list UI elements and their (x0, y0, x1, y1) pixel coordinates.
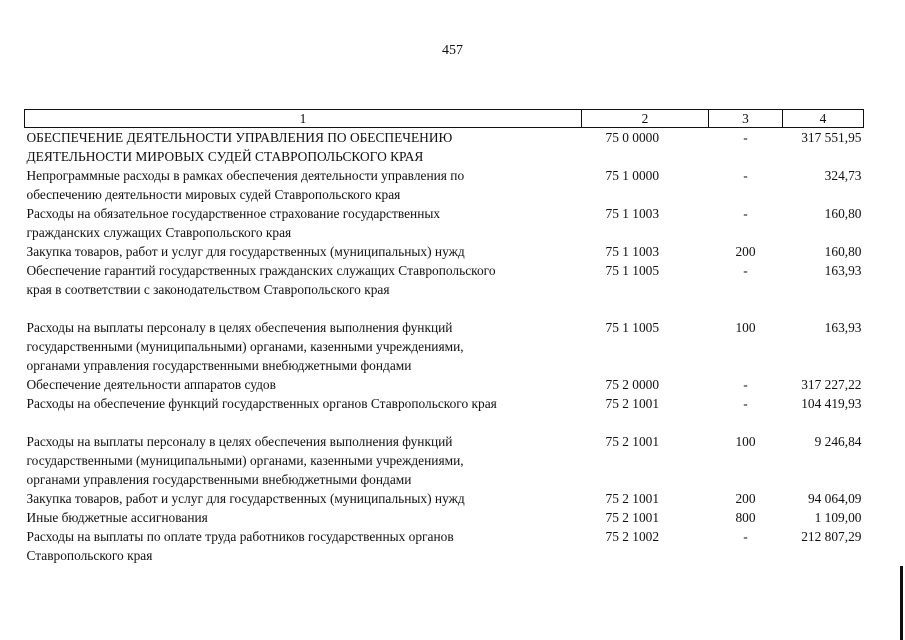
page-number: 457 (442, 43, 463, 58)
header-col-1: 1 (25, 110, 582, 128)
row-type: - (743, 263, 748, 278)
table-row (25, 375, 864, 394)
row-code: 75 1 1005 (605, 263, 660, 278)
row-code: 75 1 0000 (605, 168, 660, 183)
row-name: Закупка товаров, работ и услуг для государственных (муниципальных) нужд (26, 491, 465, 506)
row-type: - (743, 206, 748, 221)
row-type: 800 (735, 510, 756, 525)
row-code: 75 2 1001 (605, 491, 660, 506)
row-code: 75 2 1001 (605, 396, 660, 411)
row-type: - (743, 130, 748, 145)
header-col-3: 3 (709, 110, 783, 128)
table-row (25, 128, 864, 167)
table-row (25, 394, 864, 432)
table-row (25, 318, 864, 375)
table-row (25, 508, 864, 527)
row-amount: 324,73 (824, 168, 862, 183)
table-row (25, 242, 864, 261)
row-name: Иные бюджетные ассигнования (26, 510, 208, 525)
header-col-4: 4 (783, 110, 864, 128)
row-code: 75 1 1003 (605, 206, 660, 221)
row-type: - (743, 377, 748, 392)
row-amount: 317 227,22 (801, 377, 862, 392)
row-code: 75 2 1001 (605, 510, 660, 525)
row-name: Закупка товаров, работ и услуг для государственных (муниципальных) нужд (26, 244, 465, 259)
budget-table (24, 109, 864, 565)
table-row (25, 261, 864, 318)
row-code: 75 1 1003 (605, 244, 660, 259)
table-row (25, 527, 864, 565)
row-amount: 1 109,00 (814, 510, 862, 525)
row-type: 200 (735, 244, 756, 259)
row-type: - (743, 168, 748, 183)
row-amount: 163,93 (824, 320, 862, 335)
row-amount: 94 064,09 (807, 491, 862, 506)
scan-edge-mark (900, 566, 903, 640)
row-name: Обеспечение гарантий государственных гражданских служащих Ставропольского края в соответствии с законодательством Ставропольского края (26, 263, 496, 297)
row-name: Расходы на выплаты по оплате труда работников государственных органов Ставропольского края (26, 529, 454, 563)
table-row (25, 489, 864, 508)
row-amount: 9 246,84 (814, 434, 862, 449)
row-type: 100 (735, 320, 756, 335)
row-type: - (743, 396, 748, 411)
row-code: 75 2 1002 (605, 529, 660, 544)
row-name: Расходы на обеспечение функций государственных органов Ставропольского края (26, 396, 497, 411)
row-type: - (743, 529, 748, 544)
row-code: 75 2 0000 (605, 377, 660, 392)
row-type: 100 (735, 434, 756, 449)
header-col-2: 2 (582, 110, 709, 128)
table-row (25, 432, 864, 489)
row-name: ОБЕСПЕЧЕНИЕ ДЕЯТЕЛЬНОСТИ УПРАВЛЕНИЯ ПО ОБЕСПЕЧЕНИЮ ДЕЯТЕЛЬНОСТИ МИРОВЫХ СУДЕЙ СТАВРОПОЛЬСКОГО КРАЯ (26, 130, 453, 164)
row-amount: 160,80 (824, 206, 862, 221)
table-row (25, 204, 864, 242)
row-amount: 212 807,29 (801, 529, 862, 544)
row-code: 75 0 0000 (605, 130, 660, 145)
row-code: 75 2 1001 (605, 434, 660, 449)
row-name: Обеспечение деятельности аппаратов судов (26, 377, 276, 392)
table-row (25, 166, 864, 204)
row-amount: 104 419,93 (801, 396, 862, 411)
row-amount: 160,80 (824, 244, 862, 259)
row-amount: 317 551,95 (801, 130, 862, 145)
row-type: 200 (735, 491, 756, 506)
row-name: Непрограммные расходы в рамках обеспечения деятельности управления по обеспечению деятельности мировых судей Ставропольского края (26, 168, 465, 202)
row-name: Расходы на выплаты персоналу в целях обеспечения выполнения функций государственными (муниципальными) органами, казенными учреждениями, органами управления государственными внебюджетными фондами (26, 320, 464, 373)
row-code: 75 1 1005 (605, 320, 660, 335)
row-name: Расходы на обязательное государственное страхование государственных гражданских служащих Ставропольского края (26, 206, 441, 240)
table-header-row (25, 110, 864, 128)
row-name: Расходы на выплаты персоналу в целях обеспечения выполнения функций государственными (муниципальными) органами, казенными учреждениями, органами управления государственными внебюджетными фондами (26, 434, 464, 487)
row-amount: 163,93 (824, 263, 862, 278)
